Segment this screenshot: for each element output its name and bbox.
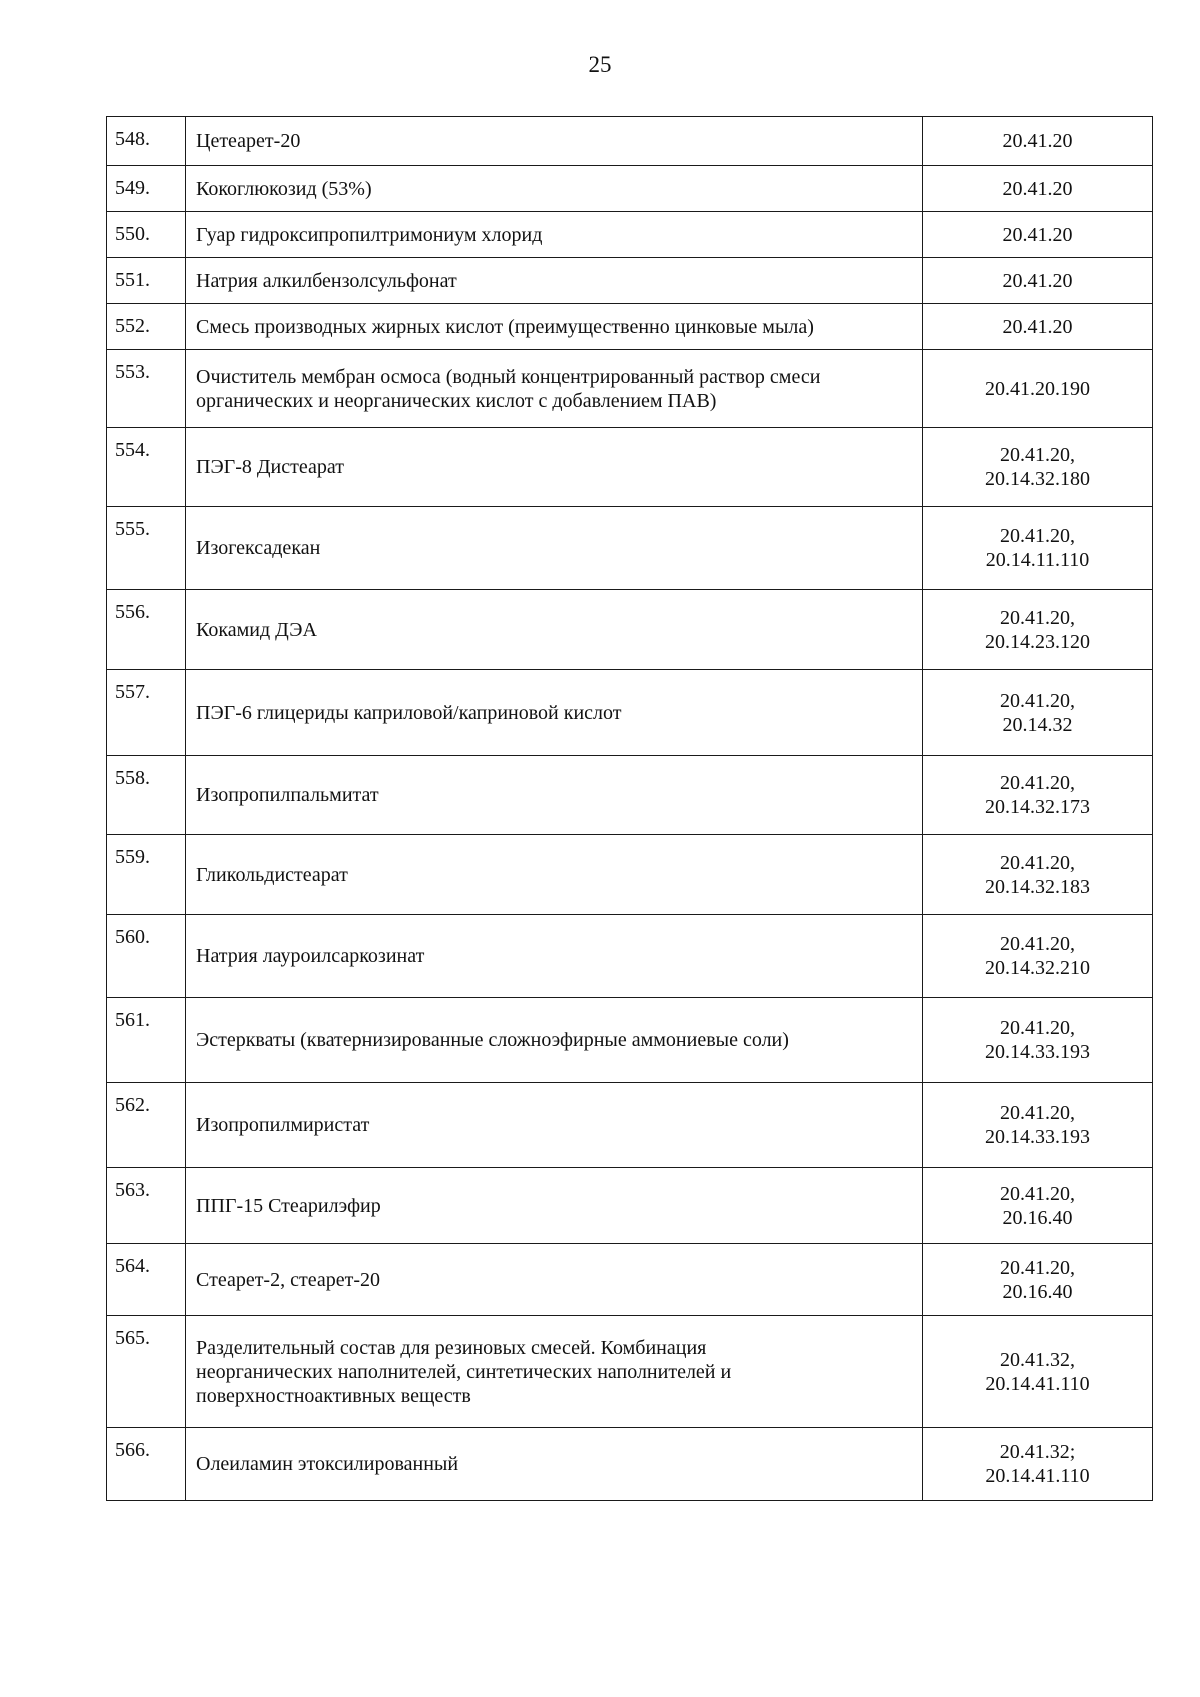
row-number: 548. xyxy=(107,117,186,166)
substance-name-cell xyxy=(186,166,923,212)
substance-name-cell xyxy=(186,428,923,507)
table-row xyxy=(107,350,1153,428)
classification-code: 20.41.20, 20.14.33.193 xyxy=(985,1102,1090,1148)
table-row xyxy=(107,1244,1153,1316)
substance-name-cell xyxy=(186,756,923,835)
substance-name-cell xyxy=(186,1083,923,1168)
substance-name-cell xyxy=(186,670,923,756)
substance-name: Изопропилмиристат xyxy=(196,1114,370,1136)
substance-name: Разделительный состав для резиновых смесей. Комбинация неорганических наполнителей, синтетических наполнителей и поверхностноактивных веществ xyxy=(196,1336,732,1407)
classification-code: 20.41.32; 20.14.41.110 xyxy=(985,1441,1090,1487)
classification-code: 20.41.20, 20.16.40 xyxy=(1000,1256,1075,1303)
substance-name-cell xyxy=(186,350,923,428)
classification-code-cell xyxy=(923,670,1153,756)
classification-code: 20.41.20 xyxy=(1002,315,1073,338)
substance-name-cell xyxy=(186,117,923,166)
substance-name-cell xyxy=(186,1316,923,1428)
substance-name-cell xyxy=(186,304,923,350)
classification-code-cell xyxy=(923,1083,1153,1168)
table-row xyxy=(107,915,1153,998)
table-row xyxy=(107,1168,1153,1244)
classification-code-cell xyxy=(923,590,1153,670)
classification-code: 20.41.20, 20.14.32.210 xyxy=(985,933,1090,979)
substance-name: Натрия алкилбензолсульфонат xyxy=(196,269,457,292)
substance-name: ПЭГ-6 глицериды каприловой/каприновой кислот xyxy=(196,701,622,724)
substance-name-cell xyxy=(186,1168,923,1244)
row-number: 558. xyxy=(107,756,186,835)
classification-code-cell xyxy=(923,350,1153,428)
substance-name: ПЭГ-8 Дистеарат xyxy=(196,456,344,478)
substance-name: Очиститель мембран осмоса (водный концентрированный раствор смеси органических и неорганических кислот с добавлением ПАВ) xyxy=(196,365,821,412)
row-number: 552. xyxy=(107,304,186,350)
table-row xyxy=(107,670,1153,756)
table-row xyxy=(107,258,1153,304)
row-number: 553. xyxy=(107,350,186,428)
page-number: 25 xyxy=(588,52,612,77)
classification-code: 20.41.20, 20.16.40 xyxy=(1000,1182,1075,1229)
classification-code: 20.41.20 xyxy=(1002,177,1073,200)
classification-code-cell xyxy=(923,212,1153,258)
table-row xyxy=(107,1083,1153,1168)
row-number: 566. xyxy=(107,1428,186,1501)
classification-code-cell xyxy=(923,304,1153,350)
table-row xyxy=(107,212,1153,258)
substance-name: Цетеарет-20 xyxy=(196,130,301,152)
table-row xyxy=(107,166,1153,212)
substance-name-cell xyxy=(186,212,923,258)
table-row xyxy=(107,835,1153,915)
substance-name: Кокоглюкозид (53%) xyxy=(196,177,372,200)
classification-code: 20.41.20 xyxy=(1002,130,1073,152)
classification-code: 20.41.20, 20.14.11.110 xyxy=(985,525,1090,571)
classification-code-cell xyxy=(923,166,1153,212)
substance-name-cell xyxy=(186,915,923,998)
substance-name-cell xyxy=(186,507,923,590)
substance-name-cell xyxy=(186,998,923,1083)
table-row xyxy=(107,998,1153,1083)
classification-code: 20.41.20, 20.14.32.183 xyxy=(985,851,1090,898)
row-number: 549. xyxy=(107,166,186,212)
row-number: 556. xyxy=(107,590,186,670)
row-number: 555. xyxy=(107,507,186,590)
classification-code-cell xyxy=(923,1168,1153,1244)
table-row xyxy=(107,590,1153,670)
substance-name-cell xyxy=(186,258,923,304)
substance-name: Кокамид ДЭА xyxy=(196,618,317,641)
substance-name: Смесь производных жирных кислот (преимущественно цинковые мыла) xyxy=(196,315,814,338)
classification-code: 20.41.20 xyxy=(1002,269,1073,292)
table-row xyxy=(107,1428,1153,1501)
row-number: 565. xyxy=(107,1316,186,1428)
substance-name: Изопропилпальмитат xyxy=(196,784,379,806)
table-row xyxy=(107,507,1153,590)
table-row xyxy=(107,756,1153,835)
row-number: 550. xyxy=(107,212,186,258)
classification-code-cell xyxy=(923,1428,1153,1501)
row-number: 560. xyxy=(107,915,186,998)
classification-code-cell xyxy=(923,756,1153,835)
classification-code-cell xyxy=(923,1244,1153,1316)
classification-code: 20.41.20.190 xyxy=(985,377,1090,400)
classification-code-cell xyxy=(923,507,1153,590)
row-number: 557. xyxy=(107,670,186,756)
substance-name: ППГ-15 Стеарилэфир xyxy=(196,1194,381,1217)
substance-name-cell xyxy=(186,1244,923,1316)
classification-code: 20.41.32, 20.14.41.110 xyxy=(985,1348,1090,1395)
substance-name: Гуар гидроксипропилтримониум хлорид xyxy=(196,223,543,246)
row-number: 551. xyxy=(107,258,186,304)
table-row xyxy=(107,428,1153,507)
classification-code-cell xyxy=(923,998,1153,1083)
classification-code-cell xyxy=(923,117,1153,166)
classification-code: 20.41.20, 20.14.32.173 xyxy=(985,772,1090,818)
classification-code-cell xyxy=(923,1316,1153,1428)
classification-code-cell xyxy=(923,428,1153,507)
classification-code: 20.41.20 xyxy=(1002,223,1073,246)
substance-name-cell xyxy=(186,1428,923,1501)
substance-name-cell xyxy=(186,835,923,915)
classification-code: 20.41.20, 20.14.32 xyxy=(1000,689,1075,736)
classification-code: 20.41.20, 20.14.32.180 xyxy=(985,444,1090,490)
classification-code-cell xyxy=(923,835,1153,915)
row-number: 561. xyxy=(107,998,186,1083)
substance-name: Стеарет-2, стеарет-20 xyxy=(196,1268,380,1291)
substances-table xyxy=(106,116,1153,1501)
table-row xyxy=(107,304,1153,350)
classification-code: 20.41.20, 20.14.33.193 xyxy=(985,1017,1090,1063)
classification-code: 20.41.20, 20.14.23.120 xyxy=(985,606,1090,653)
row-number: 563. xyxy=(107,1168,186,1244)
classification-code-cell xyxy=(923,258,1153,304)
substance-name-cell xyxy=(186,590,923,670)
substance-name: Эстеркваты (кватернизированные сложноэфирные аммониевые соли) xyxy=(196,1029,789,1051)
classification-code-cell xyxy=(923,915,1153,998)
substance-name: Натрия лауроилсаркозинат xyxy=(196,945,425,967)
row-number: 562. xyxy=(107,1083,186,1168)
row-number: 559. xyxy=(107,835,186,915)
substance-name: Олеиламин этоксилированный xyxy=(196,1453,459,1475)
row-number: 564. xyxy=(107,1244,186,1316)
table-row xyxy=(107,117,1153,166)
substance-name: Гликольдистеарат xyxy=(196,863,348,886)
row-number: 554. xyxy=(107,428,186,507)
substance-name: Изогексадекан xyxy=(196,537,321,559)
table-row xyxy=(107,1316,1153,1428)
